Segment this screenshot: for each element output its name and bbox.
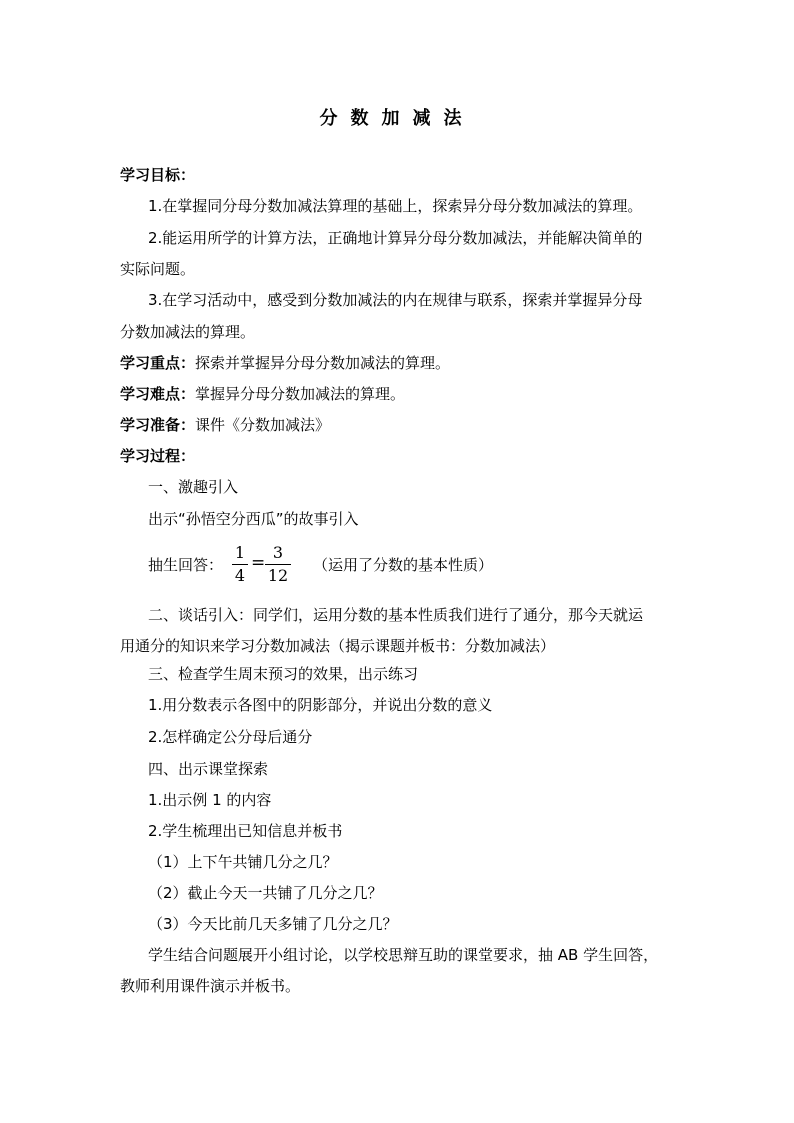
focus-text: 探索并掌握异分母分数加减法的算理。 xyxy=(195,354,451,372)
page-title: 分数加减法 xyxy=(319,108,475,129)
section4-item-1: 1.出示例 1 的内容 xyxy=(148,791,272,809)
section4-item-2: 2.学生梳理出已知信息并板书 xyxy=(148,822,343,840)
equals-sign: = xyxy=(251,553,266,573)
closing-paragraph-cont: 教师利用课件演示并板书。 xyxy=(120,977,301,995)
closing-paragraph: 学生结合问题展开小组讨论，以学校思辩互助的课堂要求，抽 AB 学生回答， xyxy=(148,946,659,964)
process-label: 学习过程： xyxy=(120,447,196,465)
fraction-one-quarter xyxy=(232,542,248,587)
fraction-denominator: 4 xyxy=(234,566,246,585)
objectives-label: 学习目标： xyxy=(120,166,196,184)
difficulty-text: 掌握异分母分数加减法的算理。 xyxy=(195,385,406,403)
objective-3: 3.在学习活动中，感受到分数加减法的内在规律与联系，探索并掌握异分母 xyxy=(148,291,643,309)
fraction-numerator: 1 xyxy=(234,543,246,562)
objective-2: 2.能运用所学的计算方法，正确地计算异分母分数加减法，并能解决简单的 xyxy=(148,229,643,247)
objective-3-cont: 分数加减法的算理。 xyxy=(120,323,256,341)
objective-1: 1.在掌握同分母分数加减法算理的基础上，探索异分母分数加减法的算理。 xyxy=(148,197,643,215)
preparation-text: 课件《分数加减法》 xyxy=(195,416,331,434)
difficulty-line xyxy=(120,384,405,404)
question-1: （1）上下午共铺几分之几？ xyxy=(148,853,338,871)
talk-intro: 二、谈话引入：同学们，运用分数的基本性质我们进行了通分，那今天就运 xyxy=(148,606,644,624)
fraction-numerator: 3 xyxy=(272,543,284,562)
fraction-denominator: 12 xyxy=(267,566,289,585)
question-3: （3）今天比前几天多铺了几分之几？ xyxy=(148,915,398,933)
preparation-line xyxy=(120,415,330,435)
intro-note: （运用了分数的基本性质） xyxy=(313,556,494,574)
focus-label: 学习重点： xyxy=(120,354,196,372)
section3-item-2: 2.怎样确定公分母后通分 xyxy=(148,728,313,746)
difficulty-label: 学习难点： xyxy=(120,385,196,403)
question-2: （2）截止今天一共铺了几分之几？ xyxy=(148,884,383,902)
preparation-label: 学习准备： xyxy=(120,416,196,434)
answer-prefix: 抽生回答： xyxy=(148,556,224,574)
section4-heading: 四、出示课堂探索 xyxy=(148,760,269,778)
intro-heading: 一、激趣引入 xyxy=(148,478,239,496)
section3-item-1: 1.用分数表示各图中的阴影部分，并说出分数的意义 xyxy=(148,696,493,714)
talk-intro-cont: 用通分的知识来学习分数加减法（揭示课题并板书：分数加减法） xyxy=(120,637,556,655)
intro-story: 出示“孙悟空分西瓜”的故事引入 xyxy=(148,510,359,528)
objective-2-cont: 实际问题。 xyxy=(120,260,196,278)
fraction-three-twelfths xyxy=(265,542,291,587)
focus-line xyxy=(120,353,450,373)
section3-heading: 三、检查学生周末预习的效果，出示练习 xyxy=(148,665,419,683)
